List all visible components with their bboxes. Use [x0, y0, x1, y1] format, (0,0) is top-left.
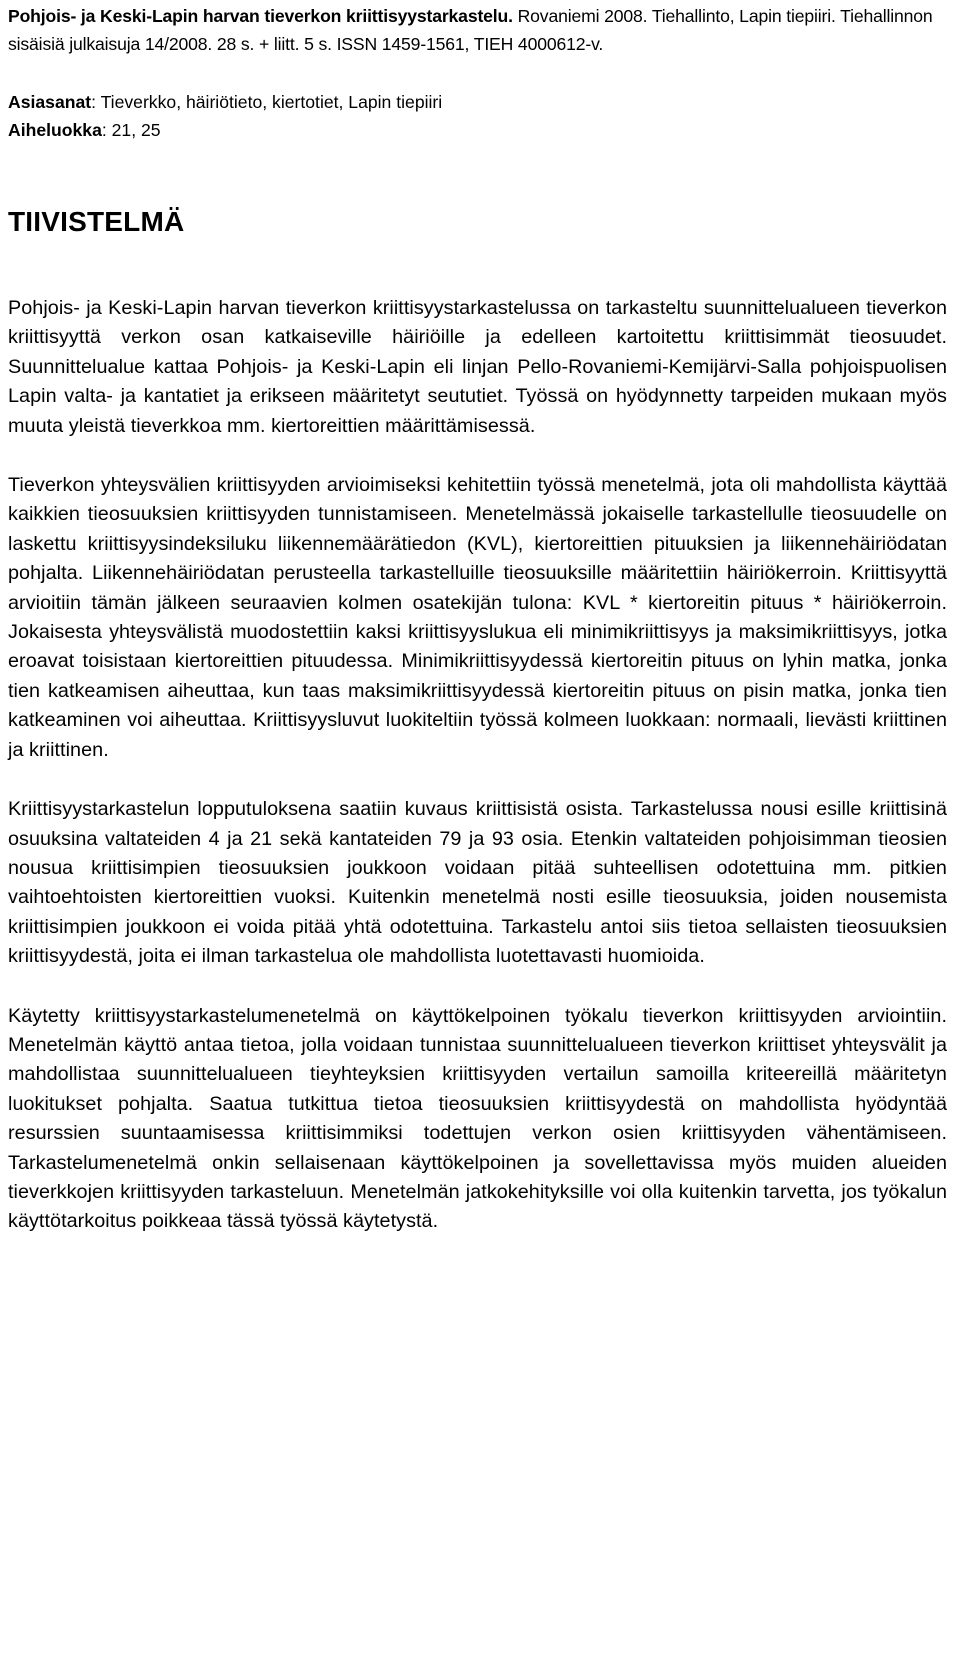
keywords-value: : Tieverkko, häiriötieto, kiertotiet, Lapin tiepiiri	[91, 92, 443, 112]
paragraph-2: Tieverkon yhteysvälien kriittisyyden arvioimiseksi kehitettiin työssä menetelmä, jota oli mahdollista käyttää kaikkien tieosuuksien kriittisyyden tunnistamiseen. Menetelmässä jokaiselle tarkastellulle tieosuudelle on laskettu kriittisyysindeksiluku liikennemäärätiedon (KVL), kiertoreittien pituuksien ja liikennehäiriödatan pohjalta. Liikennehäiriödatan perusteella tarkastelluille tieosuuksille määritettiin häiriökerroin. Kriittisyyttä arvioitiin tämän jälkeen seuraavien kolmen osatekijän tulona: KVL * kiertoreitin pituus * häiriökerroin. Jokaisesta yhteysvälistä muodostettiin kaksi kriittisyyslukua eli minimikriittisyys ja maksimikriittisyys, jotka eroavat toisistaan kiertoreittien pituudessa. Minimikriittisyydessä kiertoreitin pituus on lyhin matka, jonka tien katkeamisen aiheuttaa, kun taas maksimikriittisyydessä kiertoreitin pituus on pisin matka, jonka tien katkeaminen voi aiheuttaa. Kriittisyysluvut luokiteltiin työssä kolmeen luokkaan: normaali, lievästi kriittinen ja kriittinen.	[8, 474, 947, 761]
citation-details: Rovaniemi 2008. Tiehallinto, Lapin tiepiiri. Tiehallinnon sisäisiä julkaisuja 14/2008. 28 s. + liitt. 5 s. ISSN 1459-1561, TIEH 4000612-v.	[8, 6, 933, 54]
class-label: Aiheluokka	[8, 120, 102, 140]
citation-title: Pohjois- ja Keski-Lapin harvan tieverkon kriittisyystarkastelu.	[8, 6, 513, 26]
citation	[8, 0, 947, 58]
paragraph-1: Pohjois- ja Keski-Lapin harvan tieverkon kriittisyystarkastelussa on tarkasteltu suunnittelualueen tieverkon kriittisyyttä verkon osan katkaiseville häiriöille ja edelleen kartoitettu kriittisimmät tieosuudet. Suunnittelualue kattaa Pohjois- ja Keski-Lapin eli linjan Pello-Rovaniemi-Kemijärvi-Salla pohjoispuolisen Lapin valta- ja kantatiet ja erikseen määritetyt seututiet. Työssä on hyödynnetty tarpeiden mukaan myös muuta yleistä tieverkkoa mm. kiertoreittien määrittämisessä.	[8, 297, 947, 437]
class-line	[8, 116, 947, 144]
keywords-label: Asiasanat	[8, 92, 92, 112]
keywords-line	[8, 88, 947, 116]
class-value: : 21, 25	[101, 120, 161, 140]
paragraph-3: Kriittisyystarkastelun lopputuloksena saatiin kuvaus kriittisistä osista. Tarkastelussa nousi esille kriittisinä osuuksina valtateiden 4 ja 21 sekä kantateiden 79 ja 93 osia. Etenkin valtateiden pohjoisimman tieosien nousua kriittisimpien tieosuuksien joukkoon voidaan pitää suhteellisen odotettuina mm. pitkien vaihtoehtoisten kiertoreittien vuoksi. Kuitenkin menetelmä nosti esille tieosuuksia, joiden nousemista kriittisimpien joukkoon ei voida pitää yhtä odotettuina. Tarkastelu antoi siis tietoa sellaisten tieosuuksien kriittisyydestä, joita ei ilman tarkastelua ole mahdollista luotettavasti huomioida.	[8, 798, 947, 968]
metadata	[8, 88, 947, 144]
summary-heading: TIIVISTELMÄ	[8, 206, 185, 237]
paragraph-4: Käytetty kriittisyystarkastelumenetelmä on käyttökelpoinen työkalu tieverkon kriittisyyden arviointiin. Menetelmän käyttö antaa tietoa, jolla voidaan tunnistaa suunnittelualueen tieverkon kriittiset yhteysvälit ja mahdollistaa suunnittelualueen tieyhteyksien kriittisyyden vertailun samoilla kriteereillä määritetyn luokitukset pohjalta. Saatua tutkittua tietoa tieosuuksien kriittisyydestä on mahdollista hyödyntää resurssien suuntaamisessa kriittisimmiksi todettujen verkon osien kriittisyyden vähentämiseen. Tarkastelumenetelmä onkin sellaisenaan käyttökelpoinen ja sovellettavissa myös muiden alueiden tieverkkojen kriittisyyden tarkasteluun. Menetelmän jatkokehityksille voi olla kuitenkin tarvetta, jos työkalun käyttötarkoitus poikkeaa tässä työssä käytetystä.	[8, 1004, 947, 1233]
